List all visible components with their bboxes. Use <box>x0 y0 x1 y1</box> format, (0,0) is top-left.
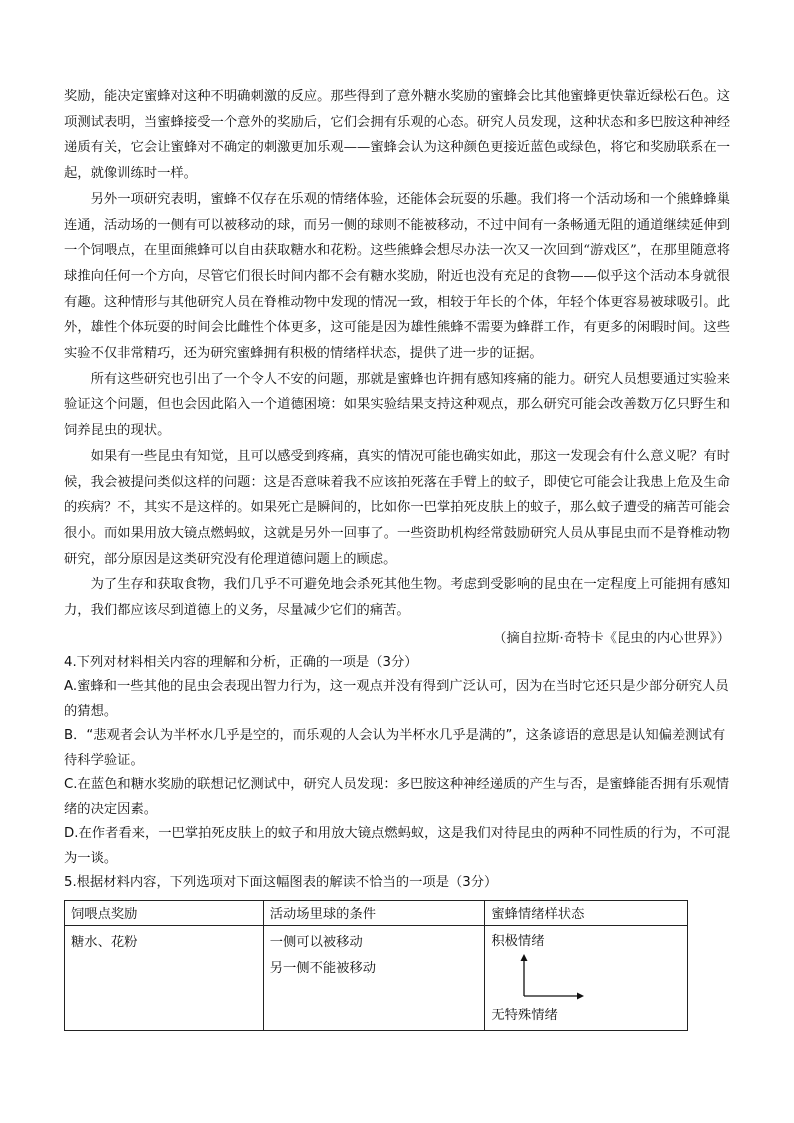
ball-condition-2: 另一侧不能被移动 <box>269 960 377 976</box>
passage-paragraph-2: 另外一项研究表明，蜜蜂不仅存在乐观的情绪体验，还能体会玩耍的乐趣。我们将一个活动场和一个熊蜂蜂巢连通，活动场的一侧有可以被移动的球，而另一侧的球则不能被移动，不过中间有一条畅通无阻的通道继续延伸到一个饲喂点，在里面熊蜂可以自由获取糖水和花粉。这些熊蜂会想尽办法一次又一次回到“游戏区”，在那里随意将球推向任何一个方向，尽管它们很长时间内都不会有糖水奖励，附近也没有充足的食物——似乎这个活动本身就很有趣。这种情形与其他研究人员在脊椎动物中发现的情况一致，相较于年长的个体，年轻个体更容易被球吸引。此外，雄性个体玩耍的时间会比雌性个体更多，这可能是因为雄性熊蜂不需要为蜂群工作，有更多的闲暇时间。这些实验不仅非常精巧，还为研究蜜蜂拥有积极的情绪样状态，提供了进一步的证据。 <box>64 191 730 362</box>
passage-source: （摘自拉斯·奇特卡《昆虫的内心世界》） <box>493 630 730 646</box>
table-header-row <box>65 900 688 925</box>
ball-condition-1: 一侧可以被移动 <box>269 934 363 950</box>
passage-paragraph-5: 为了生存和获取食物，我们几乎不可避免地会杀死其他生物。考虑到受影响的昆虫在一定程度上可能拥有感知力，我们都应该尽到道德上的义务，尽量减少它们的痛苦。 <box>64 577 730 619</box>
right-arrow-head <box>577 992 584 999</box>
mood-diagram <box>491 930 681 1026</box>
question-5-stem: 5.根据材料内容，下列选项对下面这幅图表的解读不恰当的一项是（3分） <box>64 875 498 891</box>
table-cell-mood <box>485 925 688 1030</box>
question-5 <box>64 871 730 1031</box>
reward-text: 糖水、花粉 <box>71 934 138 950</box>
question-4-option-c: C.在蓝色和糖水奖励的联想记忆测试中，研究人员发现：多巴胺这种神经递质的产生与否，是蜜蜂能否拥有乐观情绪的决定因素。 <box>64 777 730 817</box>
question-4-option-a: A.蜜蜂和一些其他的昆虫会表现出智力行为，这一观点并没有得到广泛认可，因为在当时它还只是少部分研究人员的猜想。 <box>64 679 729 719</box>
passage-paragraph-4: 如果有一些昆虫有知觉，且可以感受到疼痛，真实的情况可能也确实如此，那这一发现会有什么意义呢？有时候，我会被提问类似这样的问题：这是否意味着我不应该拍死落在手臂上的蚊子，即使它可能会让我患上危及生命的疾病？不，其实不是这样的。如果死亡是瞬间的，比如你一巴掌拍死皮肤上的蚊子，那么蚊子遭受的痛苦可能会很小。而如果用放大镜点燃蚂蚁，这就是另外一回事了。一些资助机构经常鼓励研究人员从事昆虫而不是脊椎动物研究，部分原因是这类研究没有伦理道德问题上的顾虑。 <box>64 448 730 567</box>
table-cell-ball <box>263 925 485 1030</box>
table-header-mood: 蜜蜂情绪样状态 <box>485 900 688 925</box>
question-4 <box>64 651 730 872</box>
exam-page <box>64 84 730 1031</box>
question-4-option-d: D.在作者看来，一巴掌拍死皮肤上的蚊子和用放大镜点燃蚂蚁，这是我们对待昆虫的两种不同性质的行为，不可混为一谈。 <box>64 826 731 866</box>
bee-experiment-table <box>64 900 688 1031</box>
table-header-reward: 饲喂点奖励 <box>65 900 264 925</box>
mood-positive-label: 积极情绪 <box>491 933 545 949</box>
table-header-ball: 活动场里球的条件 <box>263 900 485 925</box>
passage-paragraph-3: 所有这些研究也引出了一个令人不安的问题，那就是蜜蜂也许拥有感知疼痛的能力。研究人员想要通过实验来验证这个问题，但也会因此陷入一个道德困境：如果实验结果支持这种观点，那么研究可能会改善数万亿只野生和饲养昆虫的现状。 <box>64 371 730 439</box>
passage-paragraph-1: 奖励，能决定蜜蜂对这种不明确刺激的反应。那些得到了意外糖水奖励的蜜蜂会比其他蜜蜂更快靠近绿松石色。这项测试表明，当蜜蜂接受一个意外的奖励后，它们会拥有乐观的心态。研究人员发现，这种状态和多巴胺这种神经递质有关，它会让蜜蜂对不确定的刺激更加乐观——蜜蜂会认为这种颜色更接近蓝色或绿色，将它和奖励联系在一起，就像训练时一样。 <box>64 89 730 182</box>
table-row <box>65 925 688 1030</box>
mood-neutral-label: 无特殊情绪 <box>491 1007 558 1023</box>
table-cell-reward <box>65 925 264 1030</box>
question-4-stem: 4.下列对材料相关内容的理解和分析，正确的一项是（3分） <box>64 654 418 670</box>
question-4-option-b: B．“悲观者会认为半杯水几乎是空的，而乐观的人会认为半杯水几乎是满的”，这条谚语的意思是认知偏差测试有待科学验证。 <box>64 728 726 768</box>
up-arrow-head <box>521 954 528 961</box>
